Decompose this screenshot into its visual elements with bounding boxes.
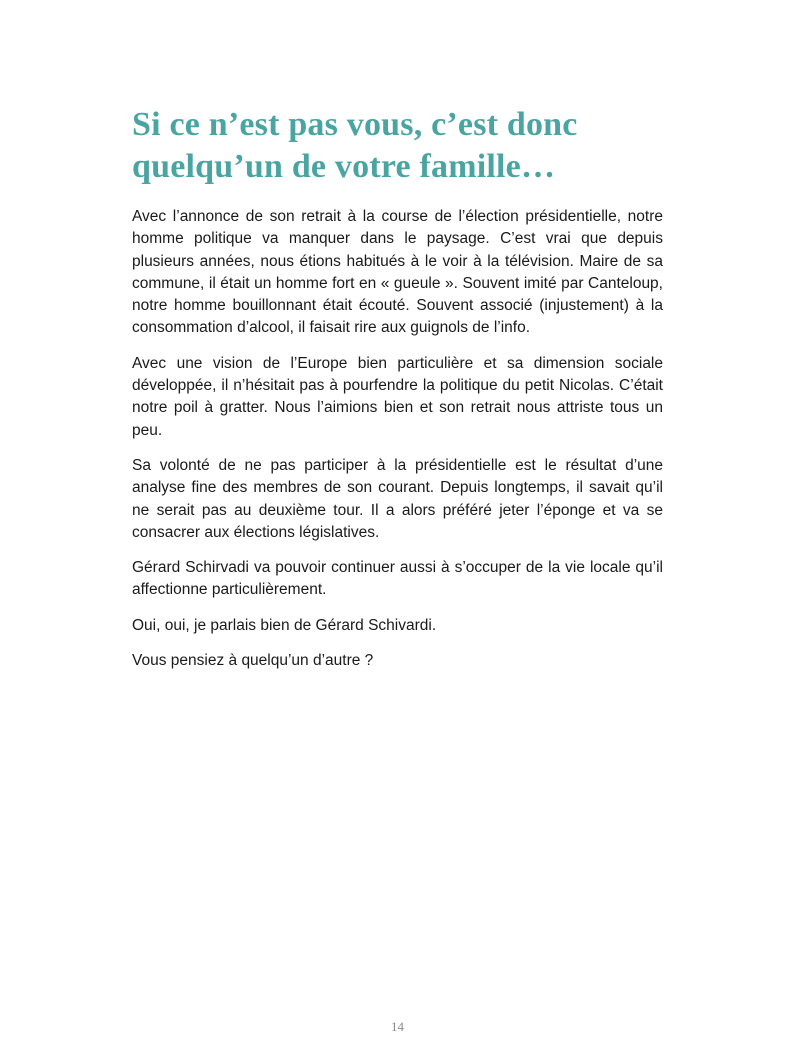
page-number: 14 bbox=[391, 1019, 404, 1034]
paragraph-1: Avec l’annonce de son retrait à la course de l’élection présidentielle, notre homme politique va manquer dans le paysage. C’est vrai que depuis plusieurs années, nous étions habitués à le voir à la télévision. Maire de sa commune, il était un homme fort en « gueule ». Souvent imité par Canteloup, notre homme bouillonnant était écouté. Souvent associé (injustement) à la consommation d’alcool, il faisait rire aux guignols de l’info. bbox=[132, 208, 663, 337]
paragraph-6: Vous pensiez à quelqu’un d’autre ? bbox=[132, 652, 374, 670]
paragraph-4: Gérard Schirvadi va pouvoir continuer aussi à s’occuper de la vie locale qu’il affectionne particulièrement. bbox=[132, 559, 663, 599]
article-body bbox=[132, 206, 663, 685]
paragraph-2: Avec une vision de l’Europe bien particulière et sa dimension sociale développée, il n’hésitait pas à pourfendre la politique du petit Nicolas. C’était notre poil à gratter. Nous l’aimions bien et son retrait nous attriste tous un peu. bbox=[132, 354, 663, 439]
paragraph-3: Sa volonté de ne pas participer à la présidentielle est le résultat d’une analyse fine des membres de son courant. Depuis longtemps, il savait qu’il ne serait pas au deuxième tour. Il a alors préféré jeter l’éponge et va se consacrer aux élections législatives. bbox=[132, 456, 663, 541]
paragraph-5: Oui, oui, je parlais bien de Gérard Schivardi. bbox=[132, 616, 437, 634]
page-title bbox=[132, 104, 672, 188]
title-line-2: quelqu’un de votre famille… bbox=[132, 148, 556, 185]
title-line-1: Si ce n’est pas vous, c’est donc bbox=[132, 106, 578, 143]
